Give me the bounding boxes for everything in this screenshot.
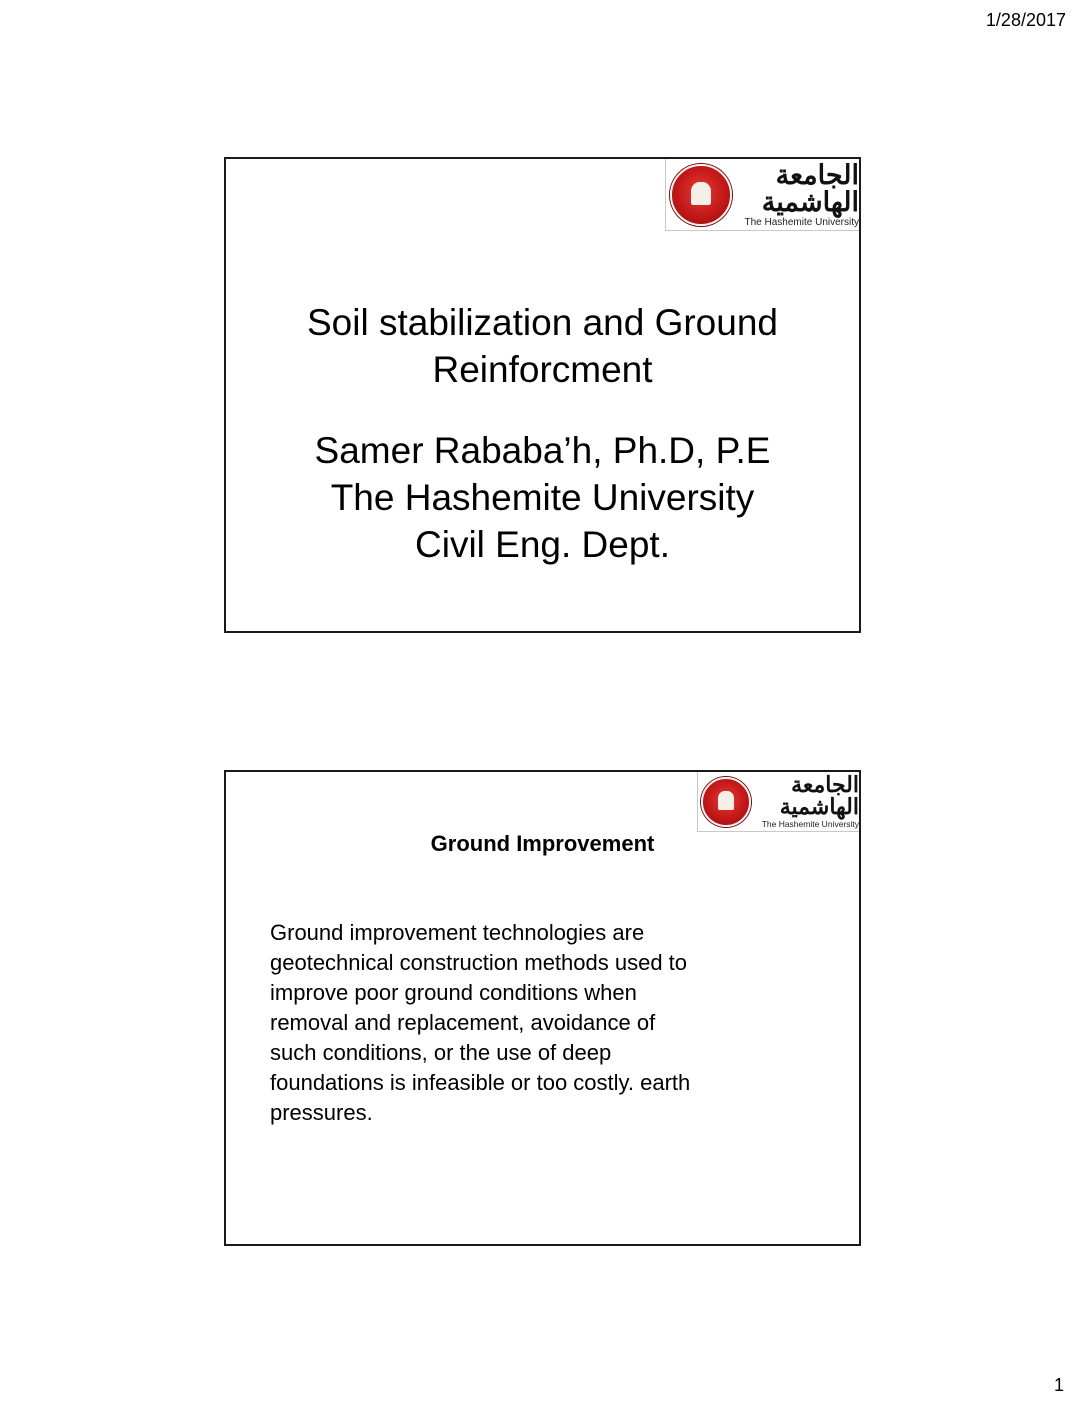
title-line: Reinforcment [432, 349, 653, 390]
logo-text [738, 159, 859, 228]
author-name: Samer Rababa’h, Ph.D, P.E [314, 430, 771, 471]
author-university: The Hashemite University [330, 477, 755, 518]
page-date: 1/28/2017 [985, 10, 1066, 30]
page-number: 1 [1053, 1375, 1064, 1395]
logo-text [757, 774, 859, 829]
author-department: Civil Eng. Dept. [415, 524, 670, 565]
university-logo [665, 159, 859, 231]
slide-body-text [270, 918, 770, 1128]
body-line: improve poor ground conditions when [270, 980, 637, 1005]
title-line: Soil stabilization and Ground [306, 302, 778, 343]
slide-title [224, 157, 861, 633]
body-line: such conditions, or the use of deep [270, 1040, 612, 1065]
presentation-title [226, 299, 859, 393]
university-seal-icon [701, 777, 751, 827]
slide-heading: Ground Improvement [430, 831, 655, 856]
body-line: removal and replacement, avoidance of [270, 1010, 656, 1035]
body-line: pressures. [270, 1100, 373, 1125]
body-line: Ground improvement technologies are [270, 920, 645, 945]
body-line: foundations is infeasible or too costly. earth [270, 1070, 691, 1095]
logo-english-name: The Hashemite University [761, 819, 859, 830]
logo-english-name: The Hashemite University [744, 216, 859, 228]
logo-arabic-name: الجامعة الهاشمية [779, 772, 859, 821]
university-logo [697, 772, 859, 832]
body-line: geotechnical construction methods used to [270, 950, 688, 975]
logo-arabic-name: الجامعة الهاشمية [761, 159, 859, 218]
university-seal-icon [670, 164, 732, 226]
author-info [226, 427, 859, 568]
slide-ground-improvement [224, 770, 861, 1246]
